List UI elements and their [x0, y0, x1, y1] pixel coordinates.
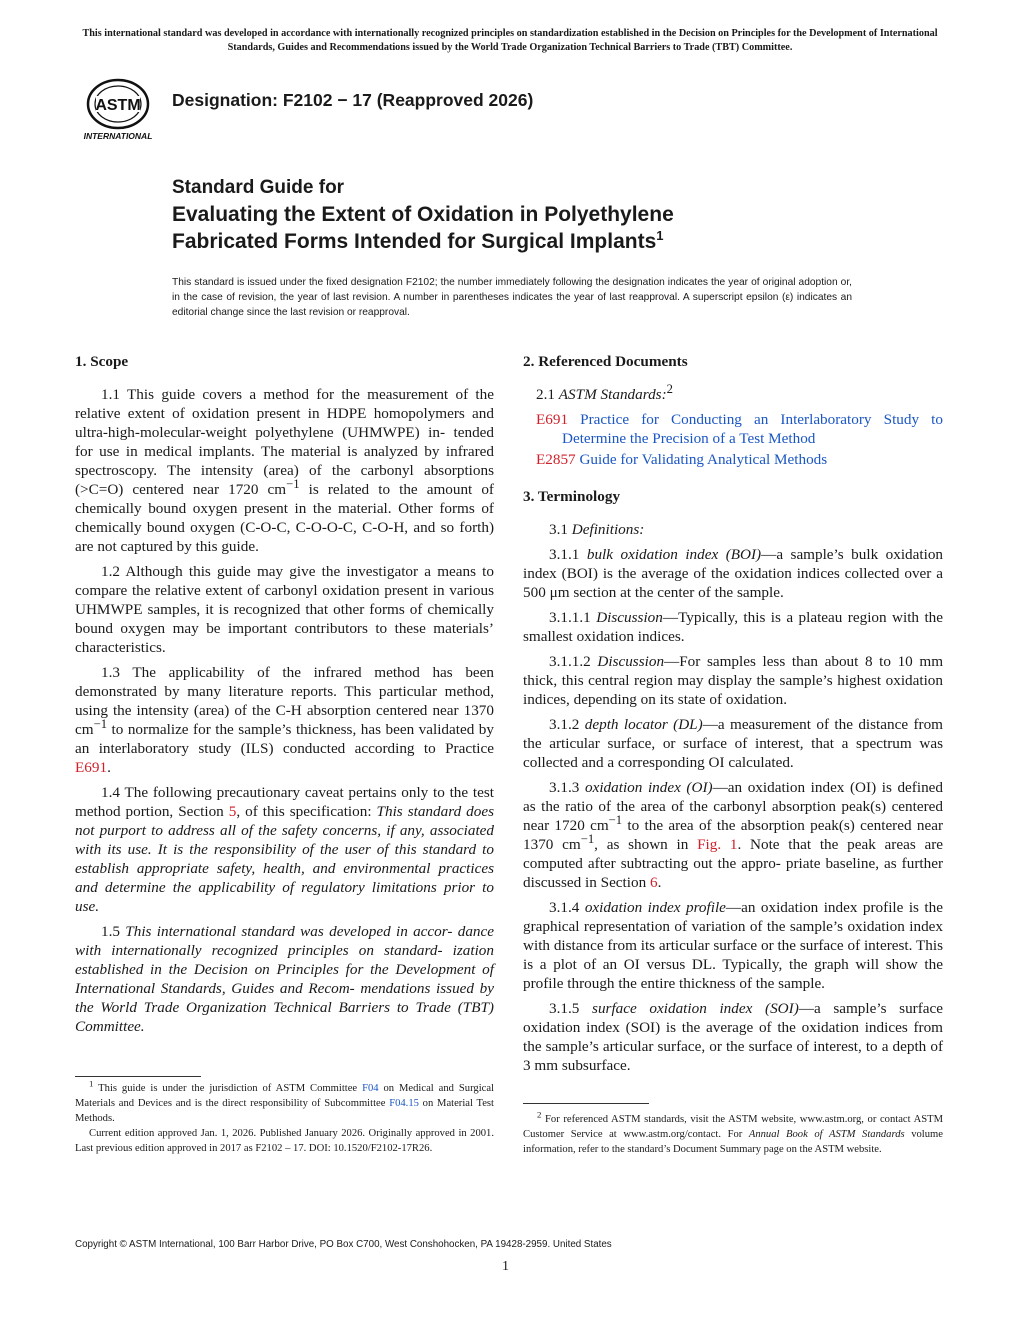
page-number: 1: [502, 1259, 509, 1274]
reference-title[interactable]: Practice for Conducting an Interlaboratory Study to Determine the Precision of a Test Method: [562, 411, 943, 447]
copyright-line: Copyright © ASTM International, 100 Barr Harbor Drive, PO Box C700, West Conshohocken, PA 19428-2959. United States: [75, 1239, 612, 1250]
scope-heading: 1. Scope: [75, 353, 129, 370]
title-line-1: Standard Guide for: [172, 177, 345, 198]
right-column: [523, 352, 943, 1081]
term-3.1.5: 3.1.5 surface oxidation index (SOI)—a sample’s surface oxidation index (SOI) is the average of the oxidation indices from the sample’s articular surface, or the surface of interest, to a depth of 3 mm subsurface.: [523, 1000, 944, 1074]
title-line-3: Fabricated Forms Intended for Surgical Implants: [172, 230, 657, 253]
title-footnote-mark: 1: [656, 228, 664, 243]
svg-text:INTERNATIONAL: INTERNATIONAL: [83, 131, 153, 141]
scope-para-1.5: 1.5 This international standard was developed in accor- dance with internationally recognized principles on standard- ization established in the Decision on Principles for the Development of International Standards, Guides and Recom- mendations issued by the World Trade Organization Technical Barriers to Trade (TBT) Committee.: [75, 923, 494, 1035]
terminology-heading: 3. Terminology: [523, 488, 621, 505]
document-title: [172, 175, 932, 255]
footnote-1: $^1$ This guide is under the jurisdiction of ASTM Committee F04 on Medical and Surgical Materials and Devices and is the direct responsibility of Subcommittee F04.15 on Material Test Methods. Current edition approved Jan. 1, 2026. Published January 2026. Originally approved in 2001. Last previous edition approved in 2017 as F2102 – 17. DOI: 10.1520/F2102-17R26.: [75, 1078, 494, 1154]
term-3.1.1.1: 3.1.1.1 Discussion—Typically, this is a plateau region with the smallest oxidation indices.: [523, 609, 944, 645]
term-3.1: 3.1 Definitions:: [549, 521, 645, 538]
link-e2857-ref[interactable]: E2857: [536, 451, 576, 468]
scope-para-1.3: 1.3 The applicability of the infrared method has been demonstrated by many literature reports. This particular method, using the intensity (area) of the C-H absorption centered near 1370 $cm^{-1}$ to normalize for the sample’s thickness, has been validated by an interlaboratory study (ILS) conducted according to Practice E691.: [75, 664, 494, 776]
term-3.1.1.2: 3.1.1.2 Discussion—For samples less than about 8 to 10 mm thick, this central region may display the sample’s highest oxidation indices, depending on its state of oxidation.: [523, 653, 944, 708]
astm-logo: [76, 78, 160, 142]
link-fig-1[interactable]: Fig. 1: [697, 836, 738, 853]
left-column: [75, 352, 494, 1042]
footnote-divider: [523, 1103, 649, 1104]
term-3.1.1: 3.1.1 bulk oxidation index (BOI)—a sample’s bulk oxidation index (BOI) is the average of the oxidation indices collected over a 500 μm section at the center of the sample.: [523, 546, 944, 601]
term-3.1.3: 3.1.3 oxidation index (OI)—an oxidation index (OI) is defined as the ratio of the area of the carbonyl absorption peak(s) centered near 1720 $cm^{-1}$ to the area of the absorption peak(s) centered near 1370 $cm^{-1}$, as shown in Fig. 1. Note that the peak areas are computed after subtracting out the appro- priate baseline, as further discussed in Section 6.: [523, 779, 944, 891]
reference-item: [536, 450, 943, 469]
references-heading: 2. Referenced Documents: [523, 353, 688, 370]
reference-item: [536, 410, 943, 448]
issued-note: This standard is issued under the fixed designation F2102; the number immediately following the designation indicates the year of original adoption or, in the case of revision, the year of last revision. A number in parentheses indicates the year of last reapproval. A superscript epsilon (ε) indicates an editorial change since the last revision or reapproval.: [172, 277, 852, 318]
link-f04-15[interactable]: F04.15: [389, 1098, 419, 1109]
link-e691-ref[interactable]: E691: [536, 411, 569, 428]
reference-title[interactable]: Guide for Validating Analytical Methods: [579, 451, 828, 468]
astm-standards-subheading: 2.1 ASTM Standards:$^2$: [536, 381, 673, 403]
scope-para-1.1: 1.1 This guide covers a method for the measurement of the relative extent of oxidation present in HDPE homopolymers and ultra-high-molecular-weight polyethylene (UHMWPE) in- tended for use in medical implants. The material is analyzed by infrared spectroscopy. The intensity (area) of the carbonyl absorptions (>C=O) centered near 1720 $cm^{-1}$ is related to the amount of chemically bound oxygen present in the material. Other forms of chemically bound oxygen (C-O-C, C-O-O-C, C-O-H, and so forth) are not captured by this guide.: [75, 386, 494, 555]
svg-text:ASTM: ASTM: [95, 97, 141, 114]
link-e691[interactable]: E691: [75, 759, 108, 776]
footnote-divider: [75, 1076, 201, 1077]
title-line-2: Evaluating the Extent of Oxidation in Polyethylene: [172, 203, 674, 226]
scope-para-1.4: 1.4 The following precautionary caveat pertains only to the test method portion, Section 5, of this specification: This standard does not purport to address all of the safety concerns, if any, associated with its use. It is the responsibility of the user of this standard to establish appropriate safety, health, and environmental practices and determine the applicability of regulatory limitations prior to use.: [75, 784, 494, 915]
footnote-2: $^2$ For referenced ASTM standards, visit the ASTM website, www.astm.org, or contact ASTM Customer Service at www.astm.org/contact. For Annual Book of ASTM Standards volume information, refer to the standard’s Document Summary page on the ASTM website.: [523, 1109, 943, 1155]
link-f04[interactable]: F04: [362, 1083, 379, 1094]
scope-para-1.2: 1.2 Although this guide may give the investigator a means to compare the relative extent of carbonyl oxidation present in various UHMWPE samples, it is recognized that other forms of chemically bound oxygen may be important contributors to these materials’ characteristics.: [75, 563, 494, 656]
top-notice: This international standard was developed in accordance with internationally recognized principles on standardization established in the Decision on Principles for the Development of International Standards, Guides and Recommendations issued by the World Trade Organization Technical Barriers to Trade (TBT) Committee.: [82, 28, 938, 53]
term-3.1.4: 3.1.4 oxidation index profile—an oxidation index profile is the graphical representation of variation of the sample’s oxidation index with distance from its articular surface or the surface of interest. This is a plot of an OI versus DL. Typically, the graph will show the profile through the entire thickness of the sample.: [523, 899, 943, 992]
designation: Designation: F2102 − 17 (Reapproved 2026): [172, 90, 534, 110]
term-3.1.2: 3.1.2 depth locator (DL)—a measurement of the distance from the articular surface, or surface of interest, that a spectrum was collected and a corresponding OI calculated.: [523, 716, 943, 771]
link-section-6[interactable]: 6: [649, 874, 658, 891]
link-section-5[interactable]: 5: [228, 803, 237, 820]
